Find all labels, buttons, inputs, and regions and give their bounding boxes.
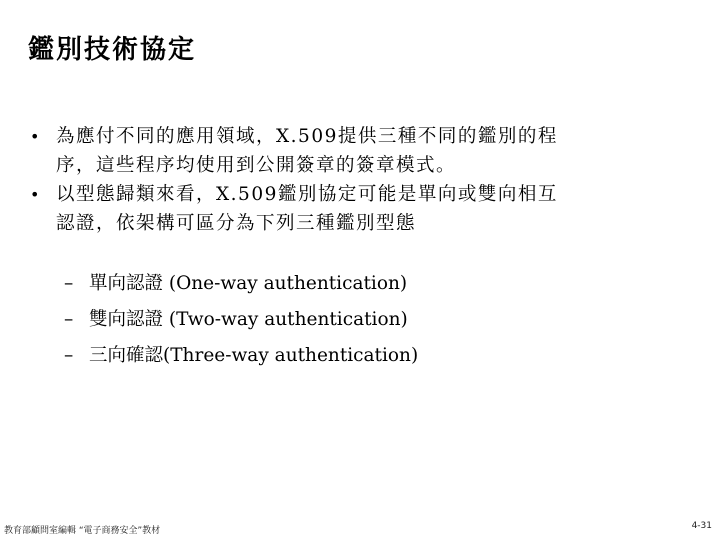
page-number: 4-31 bbox=[691, 521, 712, 531]
dash-marker: – bbox=[64, 345, 74, 366]
sub-bullet-item bbox=[64, 302, 418, 338]
bullet-list bbox=[30, 122, 670, 238]
bullet-text-line: 序，這些程序均使用到公開簽章的簽章模式。 bbox=[56, 155, 457, 176]
slide-title: 鑑別技術協定 bbox=[28, 35, 197, 65]
bullet-item bbox=[30, 122, 670, 180]
bullet-marker: • bbox=[30, 127, 41, 146]
bullet-marker: • bbox=[30, 185, 41, 204]
sub-bullet-text: 三向確認(Three-way authentication) bbox=[89, 345, 419, 366]
dash-marker: – bbox=[64, 309, 74, 330]
sub-bullet-item bbox=[64, 266, 418, 302]
bullet-text-line: 認證，依架構可區分為下列三種鑑別型態 bbox=[56, 213, 417, 234]
dash-marker: – bbox=[64, 273, 74, 294]
bullet-text-line: 以型態歸類來看，X.509鑑別協定可能是單向或雙向相互 bbox=[56, 184, 558, 205]
bullet-item bbox=[30, 180, 670, 238]
sub-bullet-list bbox=[64, 266, 418, 374]
sub-bullet-item bbox=[64, 338, 418, 374]
sub-bullet-text: 單向認證 (One-way authentication) bbox=[89, 273, 408, 294]
sub-bullet-text: 雙向認證 (Two-way authentication) bbox=[89, 309, 408, 330]
bullet-text-line: 為應付不同的應用領域，X.509提供三種不同的鑑別的程 bbox=[56, 126, 558, 147]
footer-source: 教育部顧問室編輯 “電子商務安全”教材 bbox=[4, 526, 161, 536]
